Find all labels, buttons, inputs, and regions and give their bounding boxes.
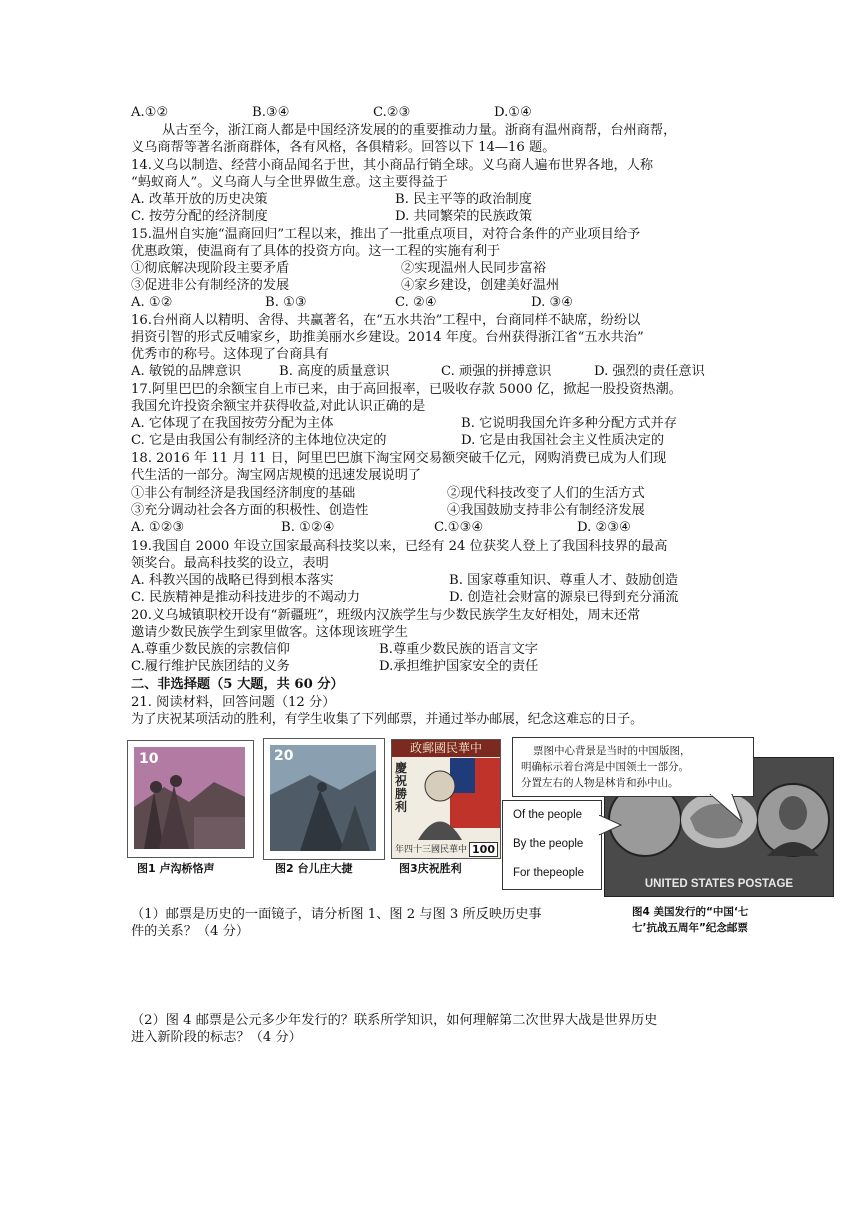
question-15: 15.温州自实施“温商回归”工程以来，推出了一批重点项目，对符合条件的产业项目给予 [131, 227, 641, 242]
intro-line: 从古至今，浙江商人都是中国经济发展的的重要推动力量。浙商有温州商帮，台州商帮， [162, 123, 677, 138]
stamp-1 [127, 740, 254, 858]
callout-pointer [706, 794, 746, 826]
option-d: D. 强烈的责任意识 [594, 364, 705, 379]
statement-1: ①非公有制经济是我国经济制度的基础 [131, 486, 356, 501]
option-d: D. 它是由我国社会主义性质决定的 [461, 433, 665, 448]
callout-line-1: 票图中心背景是当时的中国版图， [533, 745, 691, 757]
option-a: A. ①②③ [131, 520, 185, 535]
stamp-3-value: 100 [469, 842, 498, 857]
question-20-cont: 邀请少数民族学生到家里做客。这体现该班学生 [131, 625, 408, 640]
option-a: A. 敏锐的品牌意识 [131, 364, 242, 379]
question-18: 18. 2016 年 11 月 11 日，阿里巴巴旗下淘宝网交易额突破千亿元，网购消费已成为人们现 [131, 451, 667, 466]
figure-2-caption: 图2 台儿庄大捷 [275, 862, 353, 875]
statement-3: ③充分调动社会各方面的积极性、创造性 [131, 503, 369, 518]
question-16-cont: 捐资引智的形式反哺家乡，助推美丽水乡建设。2014 年度。台州获得浙江省“五水共治” [131, 330, 644, 345]
option-d: D. ②③④ [577, 520, 631, 535]
question-19: 19.我国自 2000 年设立国家最高科技奖以来，已经有 24 位获奖人登上了我国科技界的最高 [131, 539, 668, 554]
callout-line-3: 分置左右的人物是林肯和孙中山。 [521, 777, 679, 789]
sub-question-2: （2）图 4 邮票是公元多少年发行的？联系所学知识，如何理解第二次世界大战是世界历史 [131, 1013, 658, 1028]
slogan-line-2: By the people [513, 838, 584, 850]
option-a: A.①② [131, 105, 169, 120]
option-c: C. 按劳分配的经济制度 [131, 209, 268, 224]
section-heading: 二、非选择题（5 大题，共 60 分） [131, 677, 344, 692]
question-19-cont: 领奖台。最高科技奖的设立，表明 [131, 556, 329, 571]
option-a: A.尊重少数民族的宗教信仰 [131, 642, 290, 657]
statement-2: ②实现温州人民同步富裕 [401, 261, 547, 276]
question-21: 21. 阅读材料，回答问题（12 分） [131, 695, 336, 710]
statement-4: ④家乡建设，创建美好温州 [401, 278, 560, 293]
option-c: C. 民族精神是推动科技进步的不竭动力 [131, 590, 361, 605]
option-b: B. 高度的质量意识 [279, 364, 390, 379]
figure-3-caption: 图3庆祝胜利 [399, 862, 462, 875]
question-14-cont: “蚂蚁商人”。义乌商人与全世界做生意。这主要得益于 [131, 175, 448, 190]
slogan-box [502, 800, 602, 890]
sub-question-2-cont: 进入新阶段的标志？（4 分） [131, 1030, 302, 1045]
option-d: D. 共同繁荣的民族政策 [395, 209, 533, 224]
callout-box [512, 737, 754, 797]
statement-2: ②现代科技改变了人们的生活方式 [447, 486, 645, 501]
question-17: 17.阿里巴巴的余额宝自上市已来，由于高回报率，已吸收存款 5000 亿，掀起一股投资热潮。 [131, 382, 682, 397]
question-16-cont: 优秀市的称号。这体现了台商具有 [131, 347, 329, 362]
question-16: 16.台州商人以精明、舍得、共赢著名，在“五水共治”工程中，台商同样不缺席，纷纷以 [131, 313, 641, 328]
intro-line: 义乌商帮等著名浙商群体，各有风格，各俱精彩。回答以下 14—16 题。 [131, 140, 556, 155]
option-d: D. 创造社会财富的源泉已得到充分涌流 [449, 590, 679, 605]
option-c: C.①③④ [434, 520, 484, 535]
option-c: C. 它是由我国公有制经济的主体地位决定的 [131, 433, 387, 448]
slogan-line-1: Of the people [513, 809, 583, 821]
slogan-line-3: For thepeople [513, 867, 584, 879]
option-c: C. ②④ [395, 295, 437, 310]
option-c: C.②③ [373, 105, 411, 120]
stamp-3-side-text: 慶祝勝利 [395, 761, 408, 814]
question-14: 14.义乌以制造、经营小商品闻名于世，其小商品行销全球。义乌商人遍布世界各地，人称 [131, 158, 654, 173]
option-b: B. 民主平等的政治制度 [395, 192, 532, 207]
stamp-2-value: 20 [274, 748, 294, 764]
statement-3: ③促进非公有制经济的发展 [131, 278, 290, 293]
stamp-4-footer: UNITED STATES POSTAGE [644, 878, 794, 890]
option-d: D.承担维护国家安全的责任 [379, 659, 539, 674]
portrait-illustration [410, 758, 500, 840]
stamp-3 [391, 739, 501, 859]
option-c: C.履行维护民族团结的义务 [131, 659, 290, 674]
statement-4: ④我国鼓励支持非公有制经济发展 [447, 503, 645, 518]
option-d: D. ③④ [531, 295, 574, 310]
question-17-cont: 我国允许投资余额宝并获得收益,对此认识正确的是 [131, 399, 426, 414]
sub-question-1-cont: 件的关系？（4 分） [131, 924, 250, 939]
option-c: C. 顽强的拼搏意识 [441, 364, 552, 379]
option-b: B.③④ [252, 105, 290, 120]
option-d: D.①④ [494, 105, 532, 120]
option-b: B. 它说明我国允许多种分配方式并存 [461, 416, 677, 431]
slogan-pointer [599, 815, 623, 839]
question-15-cont: 优惠政策，使温商有了具体的投资方向。这一工程的实施有利于 [131, 244, 501, 259]
option-b: B. ①②④ [281, 520, 335, 535]
option-b: B. 国家尊重知识、尊重人才、鼓励创造 [449, 573, 679, 588]
stamp-3-footer: 年四十三國民華中 [394, 845, 467, 855]
figure-4-caption-line-2: 七’抗战五周年”纪念邮票 [632, 922, 748, 934]
question-20: 20.义乌城镇职校开设有“新疆班”，班级内汉族学生与少数民族学生友好相处，周末还常 [131, 608, 641, 623]
stamp-1-value: 10 [139, 751, 159, 767]
option-a: A. 改革开放的历史决策 [131, 192, 268, 207]
sub-question-1: （1）邮票是历史的一面镜子，请分析图 1、图 2 与图 3 所反映历史事 [131, 907, 542, 922]
callout-line-2: 明确标示着台湾是中国领土一部分。 [521, 761, 689, 773]
option-a: A. 它体现了在我国按劳分配为主体 [131, 416, 334, 431]
statement-1: ①彻底解决现阶段主要矛盾 [131, 261, 290, 276]
option-a: A. ①② [131, 295, 173, 310]
question-21-intro: 为了庆祝某项活动的胜利，有学生收集了下列邮票，并通过举办邮展，纪念这难忘的日子。 [131, 712, 643, 727]
stamp-3-header: 政郵國民華中 [392, 740, 500, 757]
option-b: B.尊重少数民族的语言文字 [379, 642, 538, 657]
option-b: B. ①③ [265, 295, 307, 310]
question-18-cont: 代生活的一部分。淘宝网店规模的迅速发展说明了 [131, 468, 422, 483]
figure-1-caption: 图1 卢沟桥恪声 [137, 862, 215, 875]
option-a: A. 科教兴国的战略已得到根本落实 [131, 573, 334, 588]
stamp-2 [263, 738, 385, 860]
figure-4-caption-line-1: 图4 美国发行的“中国‘七 [632, 906, 749, 918]
